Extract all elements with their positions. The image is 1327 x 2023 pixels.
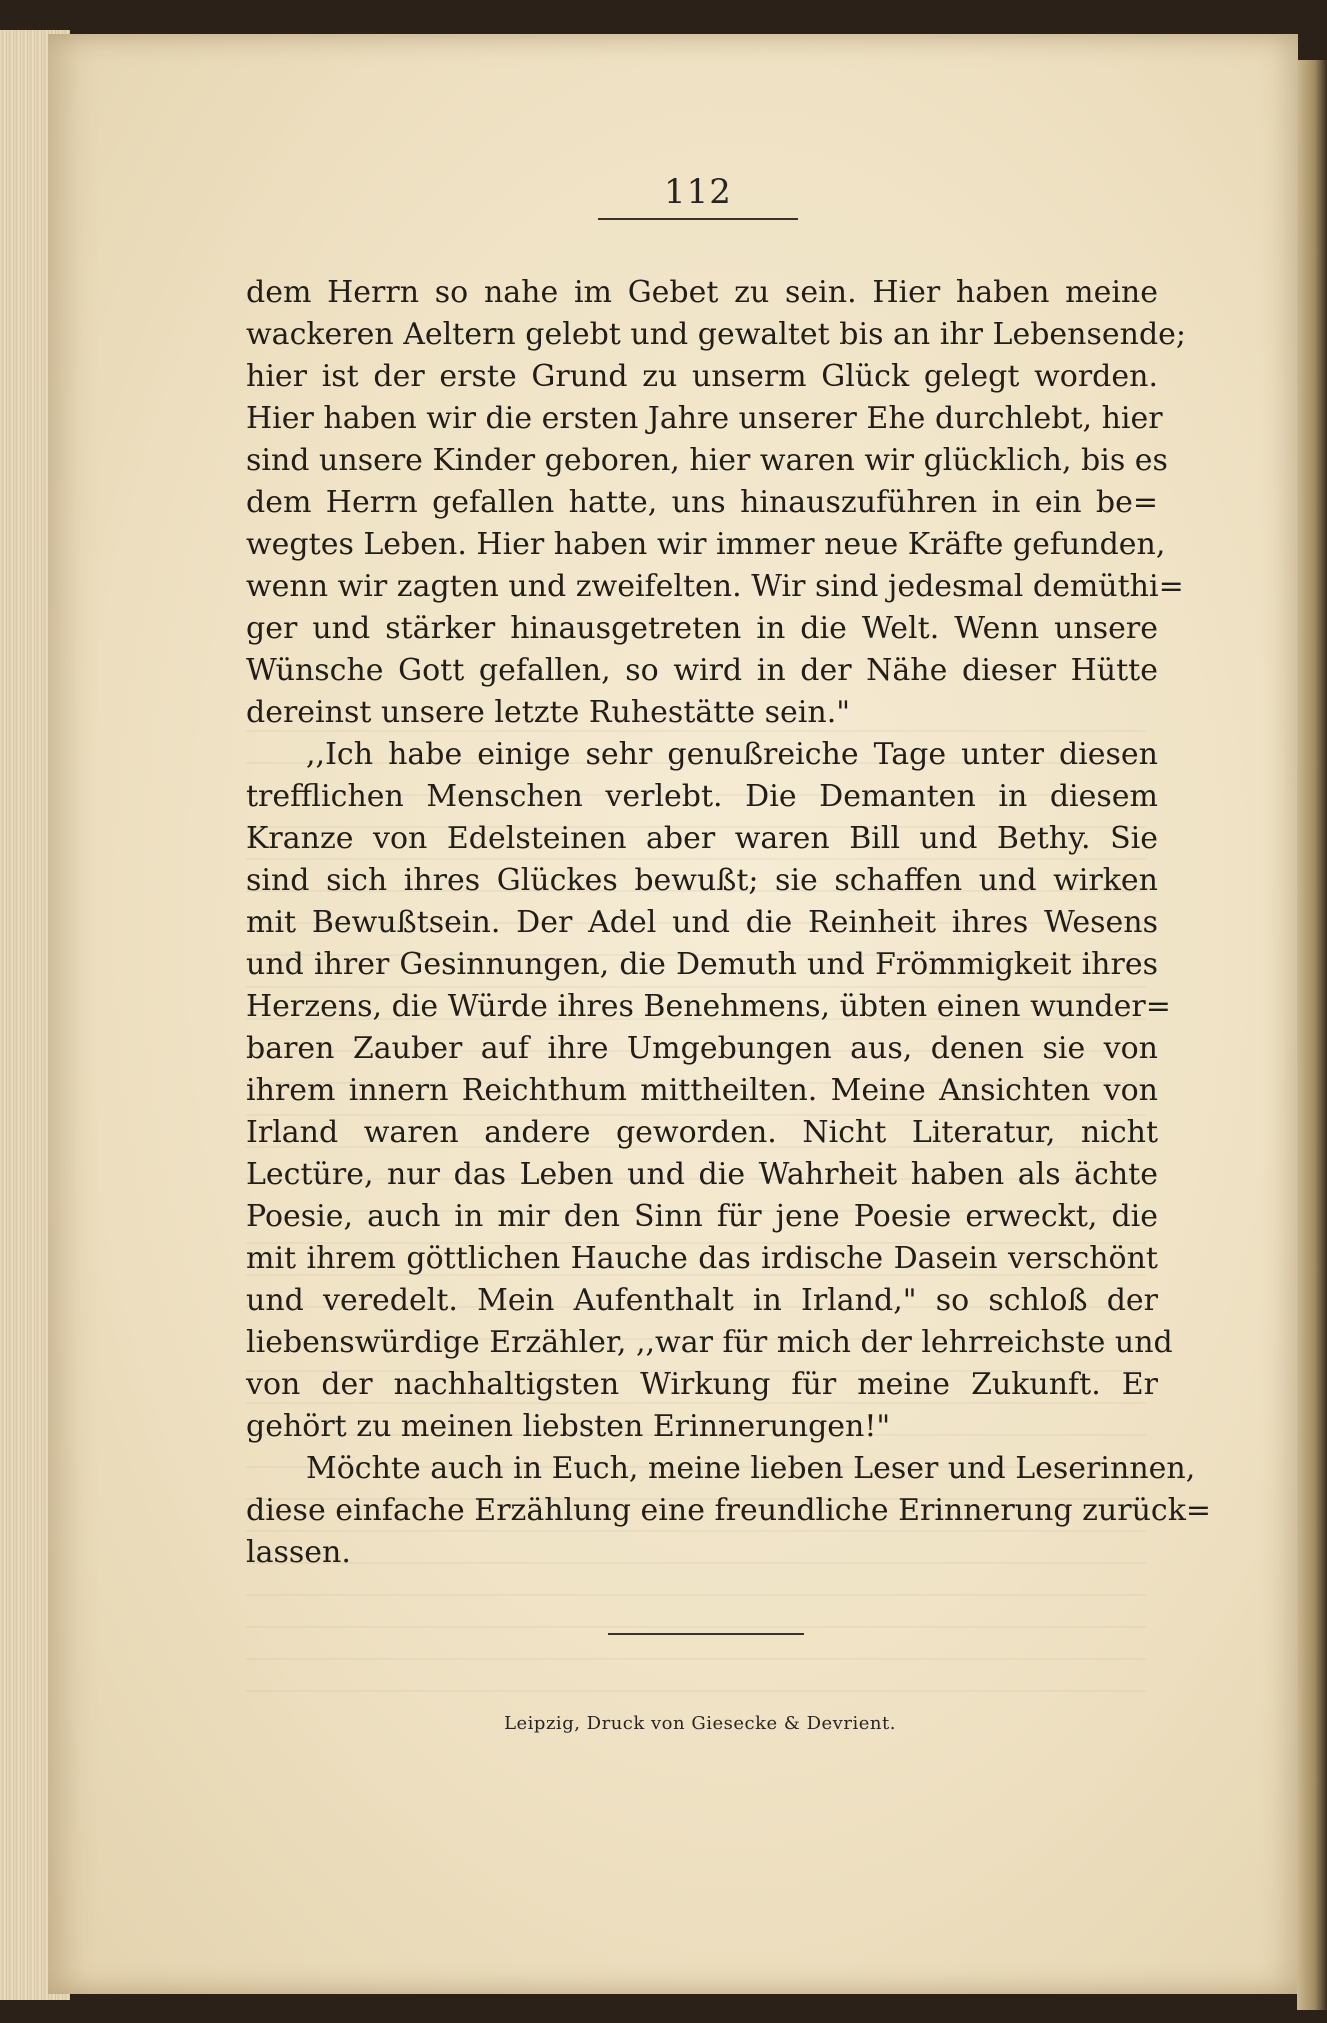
text-line: von der nachhaltigsten Wirkung für meine Zukunft. Er <box>246 1367 1158 1402</box>
text-line: Herzens, die Würde ihres Benehmens, übten einen wunder= <box>246 989 1171 1024</box>
text-line: Hier haben wir die ersten Jahre unserer Ehe durchlebt, hier <box>246 401 1163 436</box>
paragraph <box>246 1448 1212 1574</box>
text-line: gehört zu meinen liebsten Erinnerungen!" <box>246 1409 891 1444</box>
text-line: sind unsere Kinder geboren, hier waren wir glücklich, bis es <box>246 443 1168 478</box>
text-line: Kranze von Edelsteinen aber waren Bill und Bethy. Sie <box>246 821 1158 856</box>
text-line: lassen. <box>246 1535 351 1570</box>
paragraph <box>246 272 1187 734</box>
text-line: Wünsche Gott gefallen, so wird in der Nähe dieser Hütte <box>246 653 1158 688</box>
text-line: trefflichen Menschen verlebt. Die Demanten in diesem <box>246 779 1158 814</box>
text-line: und veredelt. Mein Aufenthalt in Irland," so schloß der <box>246 1283 1158 1318</box>
text-line: ger und stärker hinausgetreten in die Welt. Wenn unsere <box>246 611 1158 646</box>
text-line: und ihrer Gesinnungen, die Demuth und Frömmigkeit ihres <box>246 947 1158 982</box>
text-line: mit Bewußtsein. Der Adel und die Reinheit ihres Wesens <box>246 905 1158 940</box>
text-line: mit ihrem göttlichen Hauche das irdische Dasein verschönt <box>246 1241 1158 1276</box>
text-line: liebenswürdige Erzähler, ,,war für mich der lehrreichste und <box>246 1325 1173 1360</box>
text-line: diese einfache Erzählung eine freundliche Erinnerung zurück= <box>246 1493 1212 1528</box>
text-line: wackeren Aeltern gelebt und gewaltet bis an ihr Lebensende; <box>246 317 1187 352</box>
text-line: dereinst unsere letzte Ruhestätte sein." <box>246 695 851 730</box>
text-line: Poesie, auch in mir den Sinn für jene Poesie erweckt, die <box>246 1199 1158 1234</box>
text-line: ,,Ich habe einige sehr genußreiche Tage unter diesen <box>306 737 1158 772</box>
text-line: dem Herrn so nahe im Gebet zu sein. Hier haben meine <box>246 275 1158 310</box>
printer-imprint: Leipzig, Druck von Giesecke & Devrient. <box>504 1713 896 1734</box>
page-number-rule <box>598 218 798 220</box>
text-line: sind sich ihres Glückes bewußt; sie schaffen und wirken <box>246 863 1158 898</box>
body-text <box>246 272 1212 1574</box>
paragraph <box>246 734 1173 1448</box>
text-line: Möchte auch in Euch, meine lieben Leser und Leserinnen, <box>306 1451 1196 1486</box>
binding-shadow <box>1297 60 1327 2010</box>
text-line: ihrem innern Reichthum mittheilten. Meine Ansichten von <box>246 1073 1158 1108</box>
page-number: 112 <box>664 172 732 212</box>
text-line: wenn wir zagten und zweifelten. Wir sind jedesmal demüthi= <box>246 569 1184 604</box>
text-line: wegtes Leben. Hier haben wir immer neue Kräfte gefunden, <box>246 527 1166 562</box>
text-line: hier ist der erste Grund zu unserm Glück gelegt worden. <box>246 359 1158 394</box>
text-line: Lectüre, nur das Leben und die Wahrheit haben als ächte <box>246 1157 1158 1192</box>
text-line: Irland waren andere geworden. Nicht Literatur, nicht <box>246 1115 1158 1150</box>
text-line: baren Zauber auf ihre Umgebungen aus, denen sie von <box>246 1031 1158 1066</box>
end-rule <box>608 1633 804 1635</box>
text-line: dem Herrn gefallen hatte, uns hinauszuführen in ein be= <box>246 485 1158 520</box>
